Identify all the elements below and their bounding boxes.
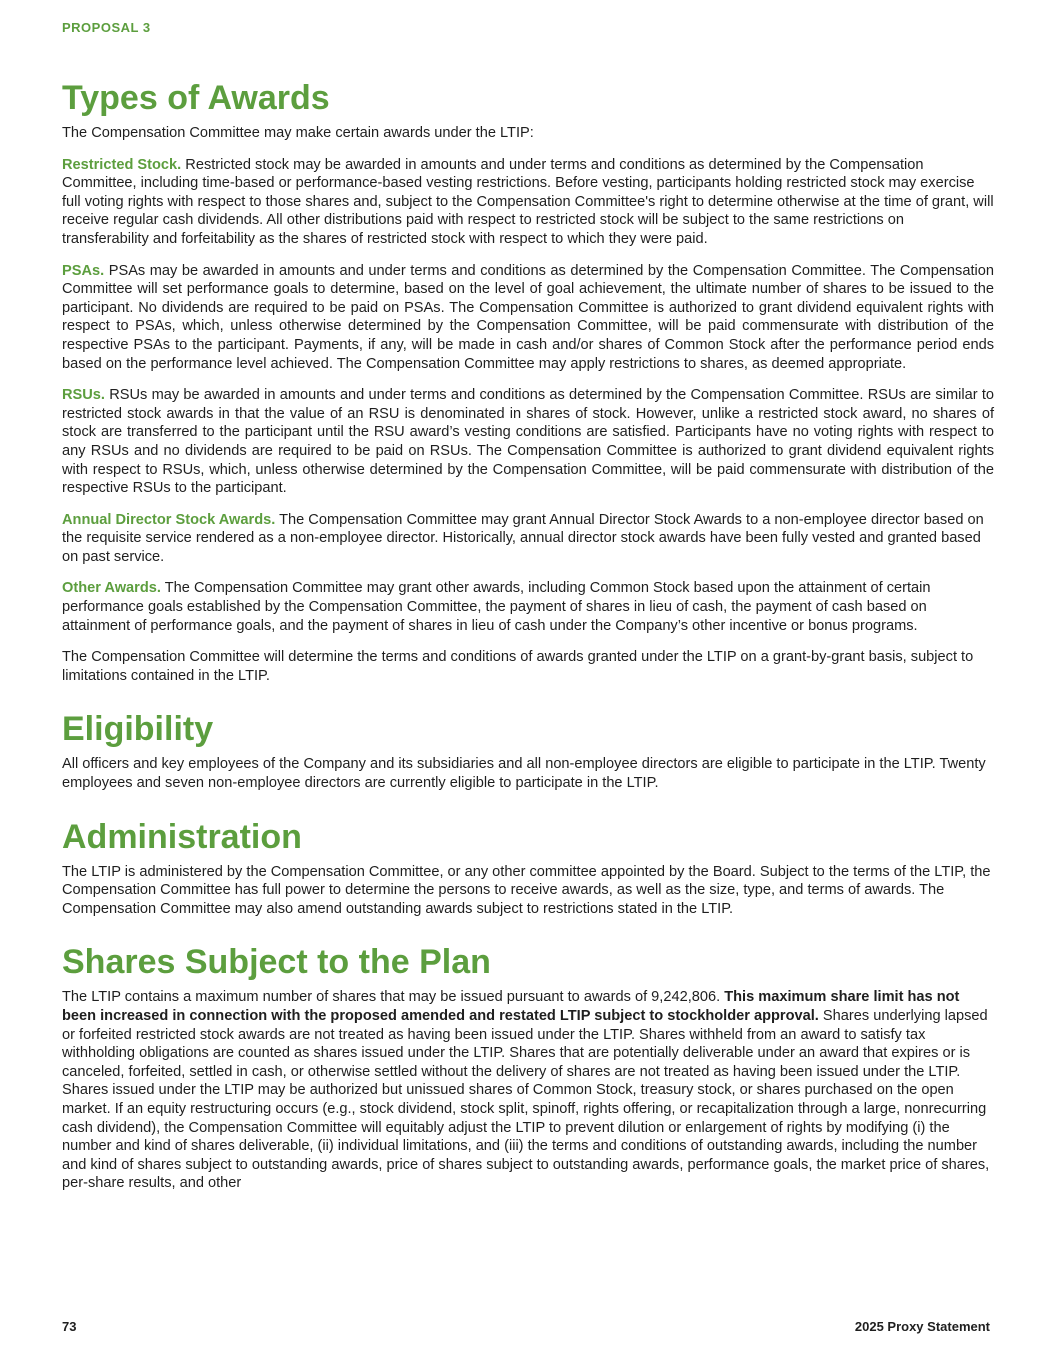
heading-eligibility: Eligibility	[62, 710, 214, 749]
text-director-awards: The Compensation Committee may grant Annual Director Stock Awards to a non-employee director based on the requisite service rendered as a non-employee director. Historically, annual director stock awards have been fully vested and granted based on past service.	[62, 511, 984, 565]
section-label: PROPOSAL 3	[62, 20, 151, 35]
page-number: 73	[62, 1319, 77, 1334]
types-closing: The Compensation Committee will determine the terms and conditions of awards granted under the LTIP on a grant-by-grant basis, subject to limitations contained in the LTIP.	[62, 649, 974, 684]
shares-text-bold: This maximum share limit has not been increased in connection with the proposed amended and restated LTIP subject to stockholder approval.	[62, 989, 960, 1024]
document-body	[62, 78, 994, 1206]
lead-restricted-stock: Restricted Stock.	[62, 156, 182, 173]
types-intro: The Compensation Committee may make certain awards under the LTIP:	[62, 125, 534, 141]
paragraph-psas	[62, 262, 994, 374]
lead-psas: PSAs.	[62, 262, 105, 279]
heading-administration: Administration	[62, 817, 302, 856]
lead-director-awards: Annual Director Stock Awards.	[62, 511, 276, 528]
administration-text: The LTIP is administered by the Compensation Committee, or any other committee appointed by the Board. Subject to the terms of the LTIP, the Compensation Committee has full power to determine the persons to receive awards, as well as the size, type, and terms of awards. The Compensation Committee may also amend outstanding awards subject to restrictions stated in the LTIP.	[62, 863, 991, 917]
shares-text-intro: The LTIP contains a maximum number of shares that may be issued pursuant to awards of 9,242,806.	[62, 989, 721, 1006]
eligibility-text: All officers and key employees of the Company and its subsidiaries and all non-employee directors are eligible to participate in the LTIP. Twenty employees and seven non-employee directors are currently eligible to participate in the LTIP.	[62, 756, 986, 792]
text-rsus: RSUs may be awarded in amounts and under terms and conditions as determined by the Compensation Committee. RSUs are similar to restricted stock awards in that the value of an RSU is denominated in shares of stock. However, unlike a restricted stock award, no shares of stock are transferred to the participant until the RSU award’s vesting conditions are satisfied. Participants have no voting rights with respect to any RSUs and no dividends are required to be paid on RSUs. The Compensation Committee is authorized to grant dividend equivalent rights with respect to RSUs, which, unless otherwise determined by the Compensation Committee, will be paid commensurate with distribution of the respective RSUs to the participant.	[62, 387, 994, 497]
document-title: 2025 Proxy Statement	[854, 1319, 990, 1334]
paragraph-director-awards	[62, 511, 994, 567]
lead-other-awards: Other Awards.	[62, 580, 161, 597]
shares-text-rest: Shares underlying lapsed or forfeited restricted stock awards are not treated as having been issued under the LTIP. Shares withheld from an award to satisfy tax withholding obligations are counted as shares issued under the LTIP. Shares that are potentially deliverable under an award that expires or is canceled, forfeited, settled in cash, or otherwise settled without the delivery of shares are not treated as having been issued under the LTIP. Shares issued under the LTIP may be authorized but unissued shares of Common Stock, treasury stock, or shares purchased on the open market. If an equity restructuring occurs (e.g., stock dividend, stock split, spinoff, rights offering, or recapitalization through a large, nonrecurring cash dividend), the Compensation Committee will equitably adjust the LTIP to prevent dilution or enlargement of rights by modifying (i) the number and kind of shares deliverable, (ii) individual limitations, and (iii) the terms and conditions of outstanding awards, including the number and kind of shares subject to outstanding awards, price of shares subject to outstanding awards, performance goals, the market price of shares, per-share results, and other	[62, 1008, 990, 1192]
text-other-awards: The Compensation Committee may grant other awards, including Common Stock based upon the attainment of certain performance goals established by the Compensation Committee, the payment of shares in lieu of cash, the payment of cash based on attainment of performance goals, and the payment of shares in lieu of cash under the Company’s other incentive or bonus programs.	[62, 580, 931, 634]
heading-shares-subject: Shares Subject to the Plan	[62, 943, 491, 982]
heading-types-of-awards: Types of Awards	[62, 79, 330, 117]
lead-rsus: RSUs.	[62, 387, 105, 404]
paragraph-rsus	[62, 386, 994, 498]
text-restricted-stock: Restricted stock may be awarded in amounts and under terms and conditions as determined by the Compensation Committee, including time-based or performance-based vesting restrictions. Before vesting, participants holding restricted stock may exercise full voting rights with respect to those shares and, subject to the Compensation Committee's right to determine otherwise at the time of grant, will receive regular cash dividends. All other distributions paid with respect to restricted stock will be subject to the same restrictions on transferability and forfeitability as the shares of restricted stock with respect to which they were paid.	[62, 156, 994, 247]
paragraph-restricted-stock	[62, 156, 994, 249]
shares-text	[62, 988, 994, 1193]
text-psas: PSAs may be awarded in amounts and under terms and conditions as determined by the Compensation Committee. The Compensation Committee will set performance goals to determine, based on the level of goal achievement, the ultimate number of shares to be issued to the participant. No dividends are required to be paid on PSAs. The Compensation Committee is authorized to grant dividend equivalent rights with respect to PSAs, which, unless otherwise determined by the Compensation Committee, will be paid commensurate with distribution of the respective PSAs to the participant. Payments, if any, will be made in cash and/or shares of Common Stock after the performance period ends based on the performance level achieved. The Compensation Committee may apply restrictions to shares, as deemed appropriate.	[62, 262, 994, 372]
paragraph-other-awards	[62, 579, 994, 635]
